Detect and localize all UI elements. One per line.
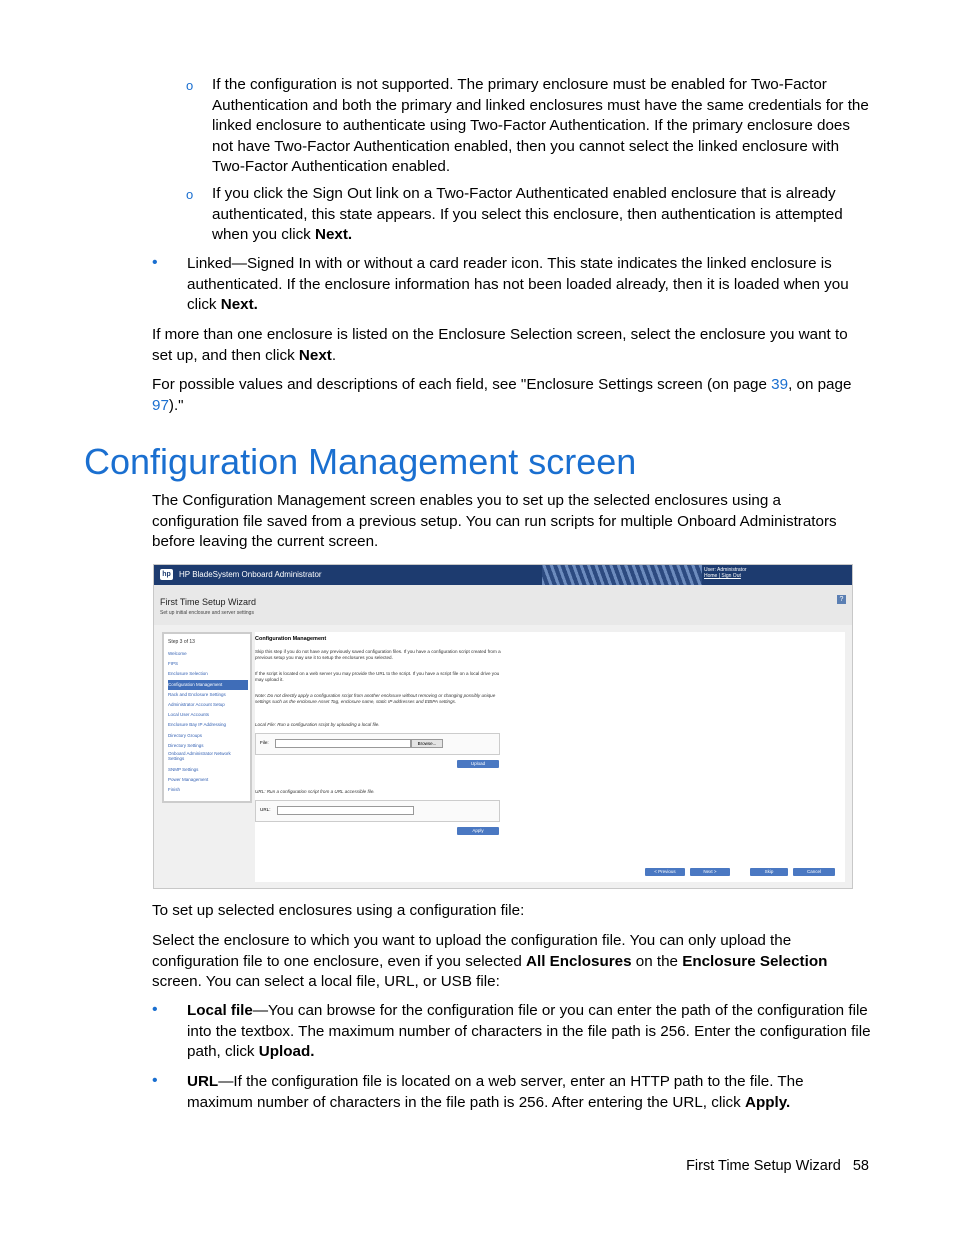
- next-bold: Next: [298, 346, 332, 364]
- bullet-2-text: —You can browse for the configuration file or you can enter the path of the configuration file into the textbox. The maximum number of characters in the file path is 256. Enter the configuration file path, click: [187, 1002, 871, 1061]
- url-label: URL:: [260, 807, 271, 812]
- file-label: File:: [260, 740, 269, 745]
- content-note: Note: Do not directly apply a configuration script from another enclosure without removing or changing possibly unique settings such as the enclosure Asset Tag, enclosure name, static IP addresses and EBIPA settings.: [255, 693, 496, 704]
- paragraph-setup-intro: To set up selected enclosures using a configuration file:: [152, 902, 525, 919]
- user-line: User: Administrator: [704, 567, 747, 573]
- local-file-caption: Local File: Run a configuration script by uploading a local file.: [255, 722, 380, 727]
- para-2-end: ).": [168, 396, 184, 414]
- nav-step-item[interactable]: FIPS: [168, 661, 179, 667]
- step-indicator: Step 3 of 13: [168, 639, 195, 645]
- content-title: Configuration Management: [255, 636, 327, 642]
- url-box: [255, 800, 500, 822]
- para-1-end: .: [331, 346, 337, 364]
- file-path-input[interactable]: [275, 739, 411, 748]
- nav-step-item[interactable]: Configuration Management: [168, 680, 248, 690]
- apply-bold: Apply.: [744, 1093, 791, 1111]
- para-5-text-a: Select the enclosure to which you want to upload the configuration file. You can only upload the configuration file to one enclosure, even if you selected: [152, 932, 792, 970]
- nav-step-item[interactable]: Onboard Administrator Network Settings: [168, 750, 231, 762]
- user-links[interactable]: Home | Sign Out: [704, 573, 741, 579]
- paragraph-enclosure-selection: [152, 325, 872, 366]
- nav-step-item[interactable]: Directory Settings: [168, 742, 204, 748]
- sub-bullet-1-text: If the configuration is not supported. The primary enclosure must be enabled for Two-Factor Authentication and both the primary and linked enclosures must have the same credentials for the linked enclosure to authenticate using Two-Factor Authentication. If the primary enclosure does not have Two-Factor Authentication enabled, then you cannot select the linked enclosure with Two-Factor Authentication enabled.: [212, 76, 869, 176]
- page-link-97[interactable]: 97: [152, 396, 169, 414]
- header-banner-art: [542, 565, 702, 585]
- local-file-bold: Local file: [187, 1002, 253, 1019]
- bullet-local-file: [187, 1001, 871, 1063]
- nav-step-item[interactable]: Administrator Account Setup: [168, 701, 225, 707]
- nav-step-item[interactable]: Enclosure Selection: [168, 671, 208, 677]
- all-enclosures-bold: All Enclosures: [526, 952, 632, 970]
- bullet-url: [187, 1072, 871, 1113]
- page-footer: [686, 1158, 869, 1174]
- nav-step-item[interactable]: Rack and Enclosure Settings: [168, 691, 226, 697]
- wizard-header: [154, 585, 852, 625]
- local-file-box: [255, 733, 500, 755]
- nav-step-item[interactable]: Directory Groups: [168, 732, 203, 738]
- paragraph-select-enclosure: [152, 931, 872, 993]
- bullet-3-text: —If the configuration file is located on a web server, enter an HTTP path to the file. The maximum number of characters in the file path is 256. After entering the URL, click: [187, 1073, 804, 1111]
- para-1-text: If more than one enclosure is listed on the Enclosure Selection screen, select the enclosure you want to set up, and then click: [152, 326, 848, 364]
- url-caption: URL: Run a configuration script from a URL accessible file.: [255, 789, 375, 794]
- sub-bullet-2-text: If you click the Sign Out link on a Two-Factor Authenticated enabled enclosure that is already authenticated, this state appears. If you select this enclosure, then authentication is attempted when you click: [212, 185, 843, 244]
- page-link-39[interactable]: 39: [771, 376, 789, 393]
- sub-bullet-icon: o: [186, 78, 194, 93]
- url-input[interactable]: [277, 806, 414, 815]
- previous-button[interactable]: < Previous: [645, 868, 685, 876]
- para-5-text-c: on the: [631, 952, 683, 970]
- bullet-dot-icon: •: [152, 254, 158, 271]
- nav-step-item[interactable]: Welcome: [168, 651, 187, 656]
- upload-bold: Upload.: [258, 1043, 315, 1061]
- wizard-body: [154, 625, 852, 888]
- wizard-steps-nav: [162, 632, 252, 803]
- app-title: HP BladeSystem Onboard Administrator: [179, 570, 322, 579]
- content-paragraph-2: If the script is located on a web server you may provide the URL to the script. If you have a script file on a local drive you may upload it.: [255, 671, 500, 682]
- upload-button[interactable]: Upload: [457, 760, 499, 768]
- next-bold: Next.: [314, 226, 353, 244]
- nav-step-item[interactable]: Local User Accounts: [168, 712, 210, 718]
- help-icon[interactable]: ?: [837, 595, 846, 604]
- bullet-linked-text: [187, 254, 867, 316]
- skip-button[interactable]: Skip: [750, 868, 788, 876]
- paragraph-intro: The Configuration Management screen enables you to set up the selected enclosures using a configuration file saved from a previous setup. You can run scripts for multiple Onboard Administrators before leaving the current screen.: [152, 492, 837, 551]
- app-header-bar: [154, 565, 852, 585]
- para-2-mid: , on page: [788, 376, 852, 393]
- nav-step-item[interactable]: Enclosure Bay IP Addressing: [168, 722, 226, 728]
- sub-bullet-icon: o: [186, 187, 194, 202]
- bullet-1-text: Linked—Signed In with or without a card reader icon. This state indicates the linked enclosure is authenticated. If the enclosure information has not been loaded already, then it is loaded when you click: [187, 255, 849, 314]
- sub-bullet-text-1: [212, 75, 872, 178]
- wizard-title: First Time Setup Wizard: [160, 597, 257, 607]
- section-heading: Configuration Management screen: [84, 441, 637, 482]
- nav-step-item[interactable]: SNMP Settings: [168, 766, 199, 772]
- content-paragraph-1: Skip this step if you do not have any previously saved configuration files. If you have a configuration script created from a previous setup you may use it to setup the enclosures you selected.: [255, 649, 501, 660]
- nav-step-item[interactable]: Power Management: [168, 777, 209, 783]
- apply-button[interactable]: Apply: [457, 827, 499, 835]
- steps-list: [168, 649, 248, 795]
- enclosure-selection-bold: Enclosure Selection: [682, 952, 828, 970]
- page-number: 58: [852, 1158, 869, 1174]
- bullet-dot-icon: •: [152, 1072, 158, 1089]
- bullet-dot-icon: •: [152, 1001, 158, 1018]
- url-bold: URL: [187, 1073, 219, 1090]
- sub-bullet-text-2: [212, 184, 872, 246]
- configuration-management-screenshot: [153, 564, 853, 889]
- cancel-button[interactable]: Cancel: [793, 868, 835, 876]
- nav-step-item[interactable]: Finish: [168, 787, 181, 793]
- config-content-panel: [255, 632, 845, 882]
- wizard-subtitle: Set up initial enclosure and server settings: [160, 610, 254, 616]
- para-5-text-e: screen. You can select a local file, URL, or USB file:: [152, 973, 500, 991]
- next-bold: Next.: [220, 296, 258, 314]
- para-2-text: For possible values and descriptions of each field, see "Enclosure Settings screen (on page: [152, 376, 772, 393]
- footer-section: First Time Setup Wizard: [686, 1158, 841, 1174]
- browse-button[interactable]: Browse...: [411, 739, 443, 748]
- next-button[interactable]: Next >: [690, 868, 730, 876]
- paragraph-possible-values: [152, 375, 872, 416]
- user-info: [704, 567, 747, 579]
- hp-logo-icon: hp: [160, 569, 173, 580]
